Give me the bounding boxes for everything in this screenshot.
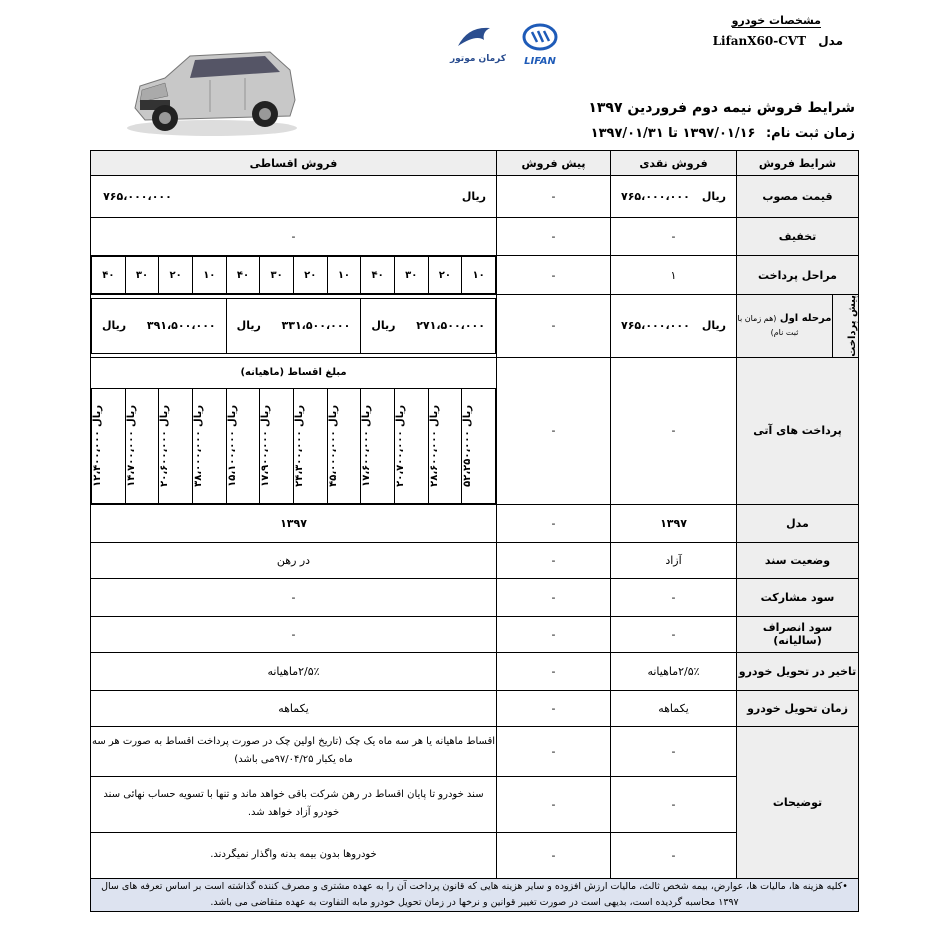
prepay-cell [226, 298, 361, 353]
col-installment: فروش اقساطی [91, 151, 497, 176]
cell-presale: - [497, 616, 611, 652]
stage-cell: ۱۰ [462, 257, 496, 294]
col-cash: فروش نقدی [611, 151, 737, 176]
cell-presale: - [497, 776, 611, 832]
cell-presale: - [497, 832, 611, 878]
unit: ریال [462, 404, 474, 427]
cell-cash: ۱ [611, 256, 737, 295]
cell-installment: اقساط ماهیانه یا هر سه ماه یک چک (تاریخ اولین چک در صورت پرداخت اقساط به صورت هر سه ماه یکبار ۹۷/۰۴/۲۵می باشد) [91, 726, 497, 776]
value: ۳۹۱،۵۰۰،۰۰۰ [146, 319, 216, 333]
value: ۲۰،۶۰۰،۰۰۰ [159, 430, 171, 487]
cell-installment [91, 295, 497, 358]
col-conditions: شرایط فروش [737, 151, 859, 176]
cell-installment: - [91, 218, 497, 256]
cell-presale: - [497, 218, 611, 256]
stage-cell: ۴۰ [226, 257, 260, 294]
value: ۱۷،۹۰۰،۰۰۰ [260, 430, 272, 487]
stage-cell: ۴۰ [92, 257, 126, 294]
unit: ریال [159, 404, 171, 427]
value: ۴۵،۰۰۰،۰۰۰ [327, 430, 339, 487]
value: ۵۲،۲۵۰،۰۰۰ [462, 430, 474, 487]
value: ۱۲،۴۰۰،۰۰۰ [92, 430, 103, 487]
stage-cell: ۲۰ [428, 257, 462, 294]
stages-grid [91, 256, 496, 294]
cell-installment: سند خودرو تا پایان اقساط در رهن شرکت باقی خواهد ماند و تنها با تسویه حساب نهائی سند خودرو آزاد خواهد شد. [91, 776, 497, 832]
spec-title: مشخصات خودرو [731, 14, 821, 27]
cell-cash: - [611, 776, 737, 832]
cell-cash: آزاد [611, 542, 737, 578]
value: ۷۶۵،۰۰۰،۰۰۰ [621, 190, 690, 203]
cell-installment: در رهن [91, 542, 497, 578]
row-label: پرداخت های آتی [737, 357, 859, 504]
cell-presale: - [497, 578, 611, 616]
value: ۲۷۱،۵۰۰،۰۰۰ [416, 319, 485, 333]
lifan-logo-text: LIFAN [524, 56, 556, 67]
registration-value: ۱۳۹۷/۰۱/۱۶ تا ۱۳۹۷/۰۱/۳۱ [590, 126, 756, 141]
unit: ریال [327, 404, 339, 427]
unit: ریال [102, 319, 127, 333]
col-presale: پیش فروش [497, 151, 611, 176]
row-future-payments [91, 357, 859, 504]
stage-cell: ۳۰ [394, 257, 428, 294]
cell-installment [91, 256, 497, 295]
car-image [120, 38, 305, 138]
sales-conditions-table [90, 150, 859, 912]
row-label: سود انصراف (سالیانه) [737, 616, 859, 652]
unit: ریال [293, 404, 305, 427]
prepay-grid [91, 298, 496, 354]
monthly-installments-grid [91, 388, 496, 504]
row-delivery-delay [91, 652, 859, 690]
cell-installment: یکماهه [91, 690, 497, 726]
prepayment-side-label [833, 295, 859, 358]
prepay-label: مرحله اول [779, 312, 832, 324]
value: ۷۶۵،۰۰۰،۰۰۰ [103, 190, 172, 203]
cell-presale: - [497, 256, 611, 295]
unit: ریال [92, 404, 103, 427]
cell-cash: ۲/۵٪ماهیانه [611, 652, 737, 690]
cell-presale: - [497, 726, 611, 776]
cell-cash: - [611, 357, 737, 504]
dealer-logo-icon [448, 24, 508, 50]
installment-amount-title: مبلغ اقساط (ماهیانه) [240, 366, 347, 378]
cell-installment: خودروها بدون بیمه بدنه واگذار نمیگردند. [91, 832, 497, 878]
prepay-cell [92, 298, 227, 353]
stage-cell: ۳۰ [260, 257, 294, 294]
row-label: مراحل پرداخت [737, 256, 859, 295]
row-document-status [91, 542, 859, 578]
unit: ریال [394, 404, 406, 427]
installment-cell [92, 388, 126, 503]
cell-cash: - [611, 832, 737, 878]
cell-presale: - [497, 357, 611, 504]
value: ۳۸،۰۰۰،۰۰۰ [192, 430, 204, 487]
prepay-cell [361, 298, 496, 353]
stage-cell: ۱۰ [192, 257, 226, 294]
prepay-sub: (هم زمان با ثبت نام) [737, 313, 799, 337]
cell-presale: - [497, 504, 611, 542]
unit: ریال [260, 404, 272, 427]
footer-note: •کلیه هزینه ها، مالیات ها، عوارض، بیمه شخص ثالث، مالیات ارزش افزوده و سایر هزینه هایی که قانون پرداخت آن را به عهده مشتری و مصرف کننده گذاشته است بر اساس تعرفه های سال ۱۳۹۷ محاسبه گردیده است، بدیهی است در صورت تغییر قوانین و نرخها در زمان تحویل خودرو مابه التفاوت به عهده متقاضی می باشد. [91, 878, 859, 911]
row-label: وضعیت سند [737, 542, 859, 578]
side-label-text: پیش پرداخت [847, 295, 859, 357]
row-discount [91, 218, 859, 256]
cell-cash: - [611, 218, 737, 256]
page-title: شرایط فروش نیمه دوم فروردین ۱۳۹۷ [588, 100, 855, 116]
row-label: زمان تحویل خودرو [737, 690, 859, 726]
stage-cell: ۴۰ [361, 257, 395, 294]
row-cancellation-profit [91, 616, 859, 652]
row-prepayment [91, 295, 859, 358]
row-label: توضیحات [737, 726, 859, 878]
cell-installment: - [91, 616, 497, 652]
row-label [737, 295, 833, 358]
installment-cell [192, 388, 226, 503]
row-price [91, 176, 859, 218]
unit: ریال [125, 404, 137, 427]
unit: ریال [236, 319, 261, 333]
dealer-logo-text: کرمان موتور [449, 54, 507, 64]
value: ۲۸،۶۰۰،۰۰۰ [428, 430, 440, 487]
cell-presale: - [497, 542, 611, 578]
lifan-logo [515, 22, 565, 68]
model-value: LifanX60-CVT [712, 34, 807, 48]
registration-period [591, 126, 855, 141]
cell-cash: ۱۳۹۷ [611, 504, 737, 542]
value: ۱۵،۱۰۰،۰۰۰ [226, 430, 238, 487]
value: ۲۰،۷۰۰،۰۰۰ [394, 430, 406, 487]
installment-cell [428, 388, 462, 503]
row-note [91, 726, 859, 776]
cell-cash: یکماهه [611, 690, 737, 726]
unit: ریال [371, 319, 396, 333]
row-footer [91, 878, 859, 911]
row-partnership-profit [91, 578, 859, 616]
row-model [91, 504, 859, 542]
cell-installment: ۱۳۹۷ [91, 504, 497, 542]
row-delivery-time [91, 690, 859, 726]
stage-cell: ۱۰ [327, 257, 361, 294]
value: ۱۷،۶۰۰،۰۰۰ [361, 430, 373, 487]
installment-cell [260, 388, 294, 503]
cell-cash: - [611, 578, 737, 616]
cell-installment: - [91, 578, 497, 616]
unit: ریال [461, 190, 486, 203]
cell-installment [91, 176, 497, 218]
row-label: قیمت مصوب [737, 176, 859, 218]
value: ۲۴،۳۰۰،۰۰۰ [293, 430, 305, 487]
unit: ریال [361, 404, 373, 427]
row-label: مدل [737, 504, 859, 542]
installment-cell [125, 388, 159, 503]
stage-cell: ۲۰ [159, 257, 193, 294]
model-label: مدل [818, 34, 843, 48]
cell-cash: - [611, 726, 737, 776]
unit: ریال [701, 190, 726, 203]
installment-cell [293, 388, 327, 503]
row-stages [91, 256, 859, 295]
cell-presale: - [497, 652, 611, 690]
registration-label: زمان ثبت نام: [765, 126, 855, 141]
cell-presale: - [497, 176, 611, 218]
lifan-logo-icon [515, 22, 565, 52]
unit: ریال [192, 404, 204, 427]
installment-cell [159, 388, 193, 503]
table-header [91, 151, 859, 176]
stage-cell: ۳۰ [125, 257, 159, 294]
value: ۳۳۱،۵۰۰،۰۰۰ [281, 319, 351, 333]
value: ۱۴،۷۰۰،۰۰۰ [125, 430, 137, 487]
cell-installment [91, 357, 497, 504]
unit: ریال [428, 404, 440, 427]
installment-cell [394, 388, 428, 503]
cell-cash [611, 295, 737, 358]
value: ۷۶۵،۰۰۰،۰۰۰ [621, 319, 690, 333]
dealer-logo [448, 24, 508, 66]
cell-presale: - [497, 295, 611, 358]
unit: ریال [701, 319, 726, 333]
unit: ریال [226, 404, 238, 427]
cell-cash: - [611, 616, 737, 652]
stage-cell: ۲۰ [293, 257, 327, 294]
cell-installment: ۲/۵٪ماهیانه [91, 652, 497, 690]
row-label: سود مشارکت [737, 578, 859, 616]
model-spec [713, 34, 843, 48]
installment-cell [462, 388, 496, 503]
cell-cash [611, 176, 737, 218]
cell-presale: - [497, 690, 611, 726]
row-label: تاخیر در تحویل خودرو [737, 652, 859, 690]
installment-cell [361, 388, 395, 503]
installment-cell [226, 388, 260, 503]
installment-cell [327, 388, 361, 503]
row-label: تخفیف [737, 218, 859, 256]
